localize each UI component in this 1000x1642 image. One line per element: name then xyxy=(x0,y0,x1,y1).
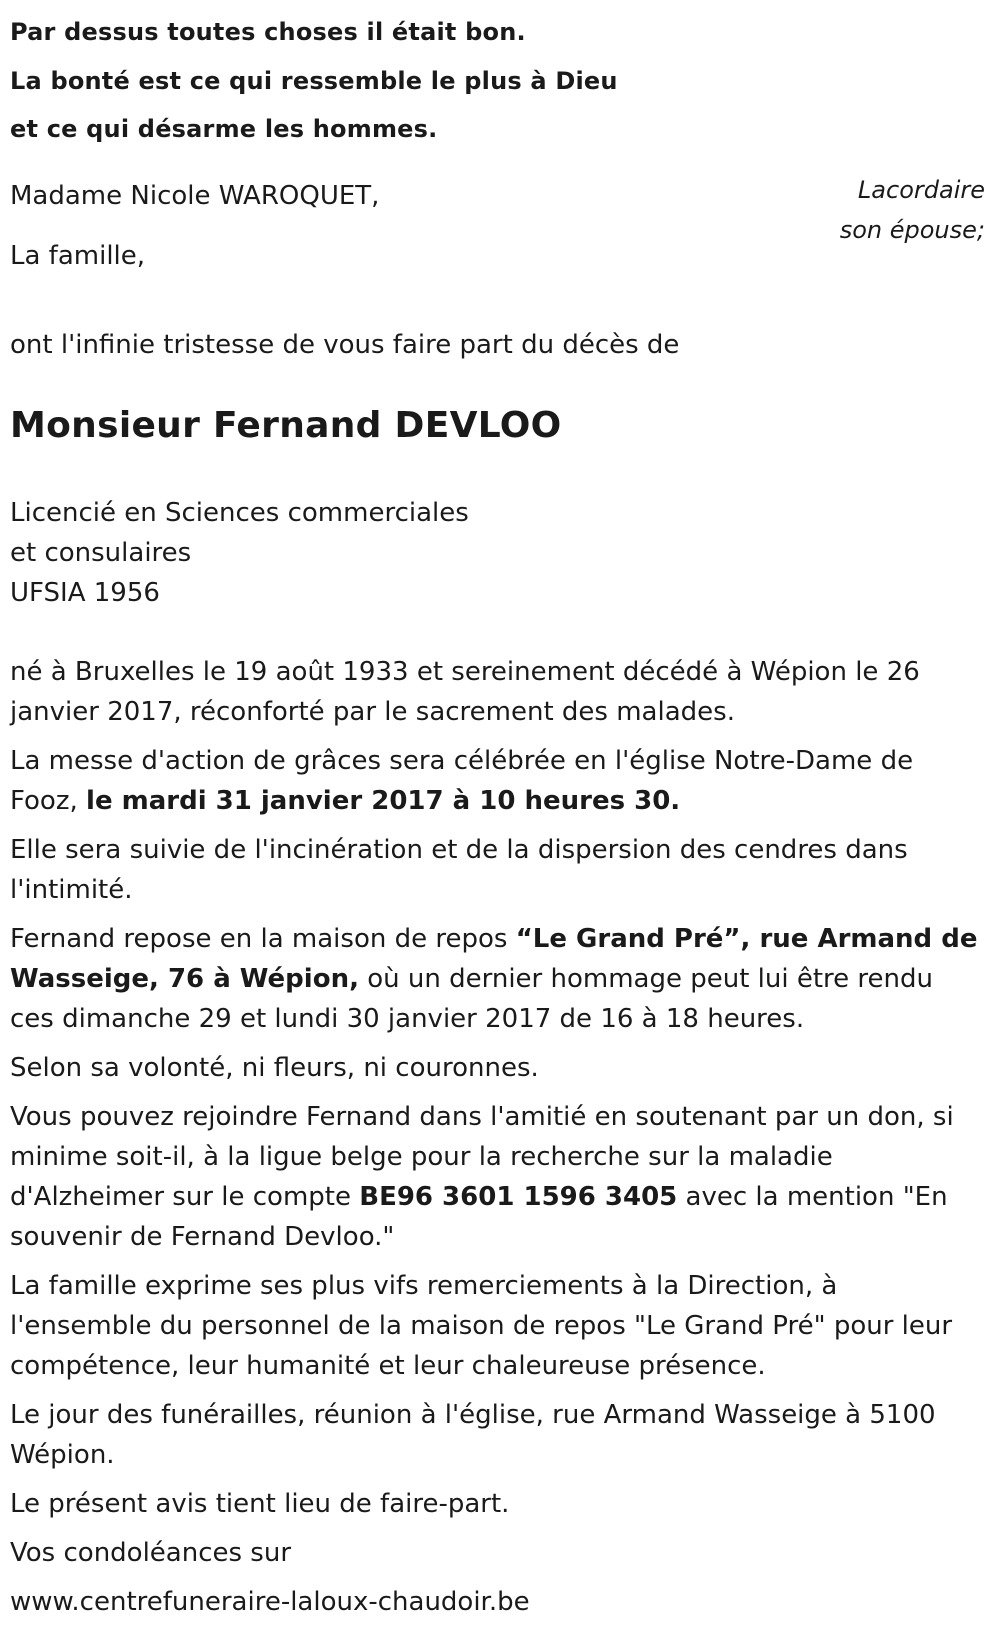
quote-line-3: et ce qui désarme les hommes. xyxy=(10,115,438,143)
qualifications xyxy=(10,493,469,613)
website-link[interactable]: www.centrefuneraire-laloux-chaudoir.be xyxy=(10,1587,530,1617)
donation-paragraph xyxy=(10,1097,985,1257)
repose-text: Fernand repose en la maison de repos xyxy=(10,924,516,954)
donation-rest: avec la mention "En souvenir de Fernand Devloo." xyxy=(10,1182,948,1252)
announcement-intro: ont l'infinie tristesse de vous faire part du décès de xyxy=(10,330,680,360)
notice-body xyxy=(10,652,985,1631)
mass-date: le mardi 31 janvier 2017 à 10 heures 30. xyxy=(86,786,681,816)
donation-account: BE96 3601 1596 3405 xyxy=(359,1182,678,1212)
flowers-paragraph: Selon sa volonté, ni fleurs, ni couronnes. xyxy=(10,1053,539,1083)
mass-paragraph xyxy=(10,741,985,821)
repose-rest: où un dernier hommage peut lui être rendu ces dimanche 29 et lundi 30 janvier 2017 de 16 à 18 heures. xyxy=(10,964,933,1034)
funeral-day-paragraph: Le jour des funérailles, réunion à l'église, rue Armand Wasseige à 5100 Wépion. xyxy=(10,1400,936,1470)
donation-text: Vous pouvez rejoindre Fernand dans l'amitié en soutenant par un don, si minime soit-il, à la ligue belge pour la recherche sur la maladie d'Alzheimer sur le compte xyxy=(10,1102,954,1212)
spouse-relation: son épouse; xyxy=(839,216,985,244)
condolences-paragraph: Vos condoléances sur xyxy=(10,1538,292,1568)
qualification-line-2: et consulaires xyxy=(10,538,192,568)
deceased-name: Monsieur Fernand DEVLOO xyxy=(10,405,562,446)
mourner-family: La famille, xyxy=(10,241,146,271)
birth-death-paragraph: né à Bruxelles le 19 août 1933 et sereinement décédé à Wépion le 26 janvier 2017, réconforté par le sacrement des malades. xyxy=(10,657,920,727)
repose-place: “Le Grand Pré”, rue Armand de Wasseige, 76 à Wépion, xyxy=(10,924,978,994)
cremation-paragraph: Elle sera suivie de l'incinération et de la dispersion des cendres dans l'intimité. xyxy=(10,835,908,905)
qualification-line-1: Licencié en Sciences commerciales xyxy=(10,498,469,528)
quote-line-2: La bonté est ce qui ressemble le plus à Dieu xyxy=(10,66,618,95)
thanks-paragraph: La famille exprime ses plus vifs remerciements à la Direction, à l'ensemble du personnel de la maison de repos "Le Grand Pré" pour leur compétence, leur humanité et leur chaleureuse présence. xyxy=(10,1271,953,1381)
quote-author: Lacordaire xyxy=(857,176,985,204)
mass-text: La messe d'action de grâces sera célébrée en l'église Notre-Dame de Fooz, xyxy=(10,746,914,816)
quote-line-1: Par dessus toutes choses il était bon. xyxy=(10,18,526,46)
epigraph-quote xyxy=(10,8,618,154)
notice-paragraph: Le présent avis tient lieu de faire-part. xyxy=(10,1489,510,1519)
mourner-spouse: Madame Nicole WAROQUET, xyxy=(10,181,380,211)
qualification-line-3: UFSIA 1956 xyxy=(10,578,160,608)
repose-paragraph xyxy=(10,919,985,1039)
quote-attribution xyxy=(840,170,985,250)
